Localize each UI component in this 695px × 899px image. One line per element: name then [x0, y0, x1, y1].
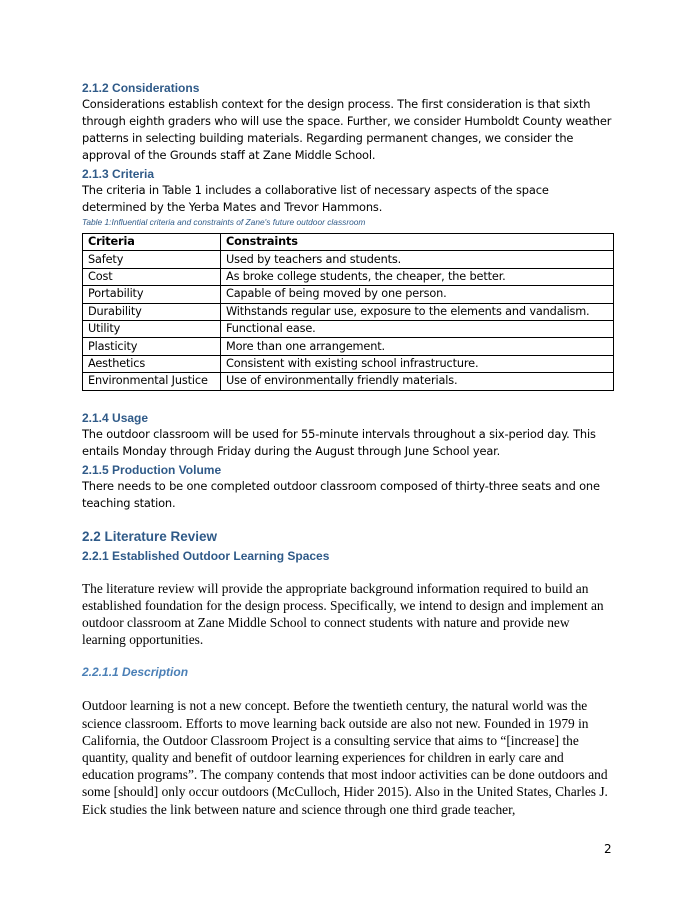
table-row [83, 251, 614, 268]
table-cell: Portability [83, 286, 221, 303]
table-row [83, 320, 614, 337]
table-cell: Aesthetics [83, 355, 221, 372]
production-volume-paragraph: There needs to be one completed outdoor classroom composed of thirty-three seats and one teaching station. [82, 478, 600, 510]
table-cell: More than one arrangement. [221, 338, 614, 355]
considerations-paragraph: Considerations establish context for the design process. The first consideration is that sixth through eighth graders who will use the space. Further, we consider Humboldt County weather patterns in selecting building materials. Regarding permanent changes, we consider the approval of the Grounds staff at Zane Middle School. [82, 97, 612, 162]
section-heading-production-volume: 2.1.5 Production Volume [82, 462, 222, 477]
table-cell: Capable of being moved by one person. [221, 286, 614, 303]
table-cell: Used by teachers and students. [221, 251, 614, 268]
table-row [83, 303, 614, 320]
section-heading-criteria: 2.1.3 Criteria [82, 167, 155, 181]
table-row [83, 268, 614, 285]
section-heading-usage: 2.1.4 Usage [82, 410, 149, 425]
table-row [83, 373, 614, 390]
section-heading-literature-review: 2.2 Literature Review [82, 528, 218, 544]
table-cell: Safety [83, 251, 221, 268]
page-number: 2 [604, 842, 612, 856]
description-paragraph: Outdoor learning is not a new concept. Before the twentieth century, the natural world was the science classroom. Efforts to move learning back outside are also not new. Founded in 1979 in California, the Outdoor Classroom Project is a consulting service that aims to “[increase] the quantity, quality and benefit of outdoor learning experiences for children in early care and education programs”. The company contends that most indoor activities can be done outdoors and some [should] only occur outdoors (McCulloch, Hider 2015). Also in the United States, Charles J. Eick studies the link between nature and science through one third grade teacher, [82, 698, 608, 817]
document-page [82, 80, 614, 818]
table-row [83, 338, 614, 355]
table-cell: Durability [83, 303, 221, 320]
table-cell: Plasticity [83, 338, 221, 355]
table-cell: Functional ease. [221, 320, 614, 337]
table-header-constraints: Constraints [221, 234, 614, 251]
table-cell: As broke college students, the cheaper, the better. [221, 268, 614, 285]
table-cell: Withstands regular use, exposure to the elements and vandalism. [221, 303, 614, 320]
table-cell: Utility [83, 320, 221, 337]
table-row [83, 286, 614, 303]
literature-review-paragraph: The literature review will provide the appropriate background information required to build an established foundation for the design process. Specifically, we intend to design and implement an outdoor classroom at Zane Middle School to connect students with nature and provide new learning opportunities. [82, 580, 604, 648]
criteria-table [82, 233, 614, 391]
table-cell: Use of environmentally friendly materials. [221, 373, 614, 390]
subsection-heading-description: 2.2.1.1 Description [82, 665, 189, 680]
table-header-criteria: Criteria [83, 234, 221, 251]
table-row [83, 355, 614, 372]
table-caption: Table 1:Influential criteria and constraints of Zane's future outdoor classroom [82, 217, 366, 227]
section-heading-considerations: 2.1.2 Considerations [82, 81, 200, 95]
table-cell: Cost [83, 268, 221, 285]
criteria-paragraph: The criteria in Table 1 includes a collaborative list of necessary aspects of the space determined by the Yerba Mates and Trevor Hammons. [82, 183, 549, 214]
usage-paragraph: The outdoor classroom will be used for 55-minute intervals throughout a six-period day. This entails Monday through Friday during the August through June School year. [82, 426, 596, 458]
table-cell: Environmental Justice [83, 373, 221, 390]
table-header-row [83, 234, 614, 251]
table-cell: Consistent with existing school infrastructure. [221, 355, 614, 372]
subsection-heading-outdoor-learning-spaces: 2.2.1 Established Outdoor Learning Spaces [82, 548, 330, 563]
